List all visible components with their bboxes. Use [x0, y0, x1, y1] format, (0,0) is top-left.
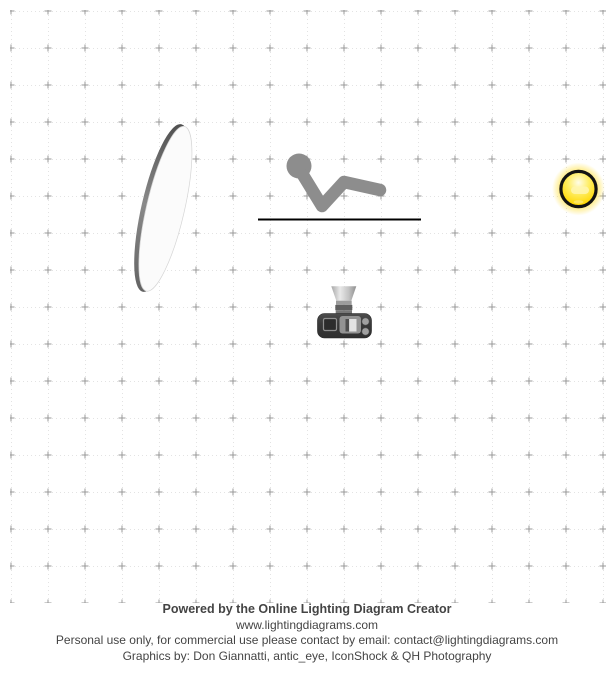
camera-dial-bottom — [362, 328, 369, 335]
footer-license: Personal use only, for commercial use please contact by email: contact@lightingdiagrams.com — [55, 633, 559, 647]
footer-credits: Graphics by: Don Giannatti, antic_eye, IconShock & QH Photography — [122, 648, 492, 663]
footer-powered-by: Powered by the Online Lighting Diagram Creator — [162, 602, 452, 616]
camera-lens-ring-1 — [336, 301, 352, 305]
grid-background — [10, 10, 606, 603]
camera-viewfinder — [324, 319, 337, 331]
camera-hotshoe-notch — [346, 319, 350, 332]
camera-dial-top — [362, 318, 369, 325]
bulb-lower-highlight — [574, 200, 584, 204]
light-bulb-icon[interactable] — [552, 163, 605, 216]
camera-lens-ring-2 — [335, 305, 352, 310]
footer-website: www.lightingdiagrams.com — [235, 617, 379, 632]
bulb-filament-highlight — [571, 187, 589, 195]
footer — [0, 602, 614, 664]
